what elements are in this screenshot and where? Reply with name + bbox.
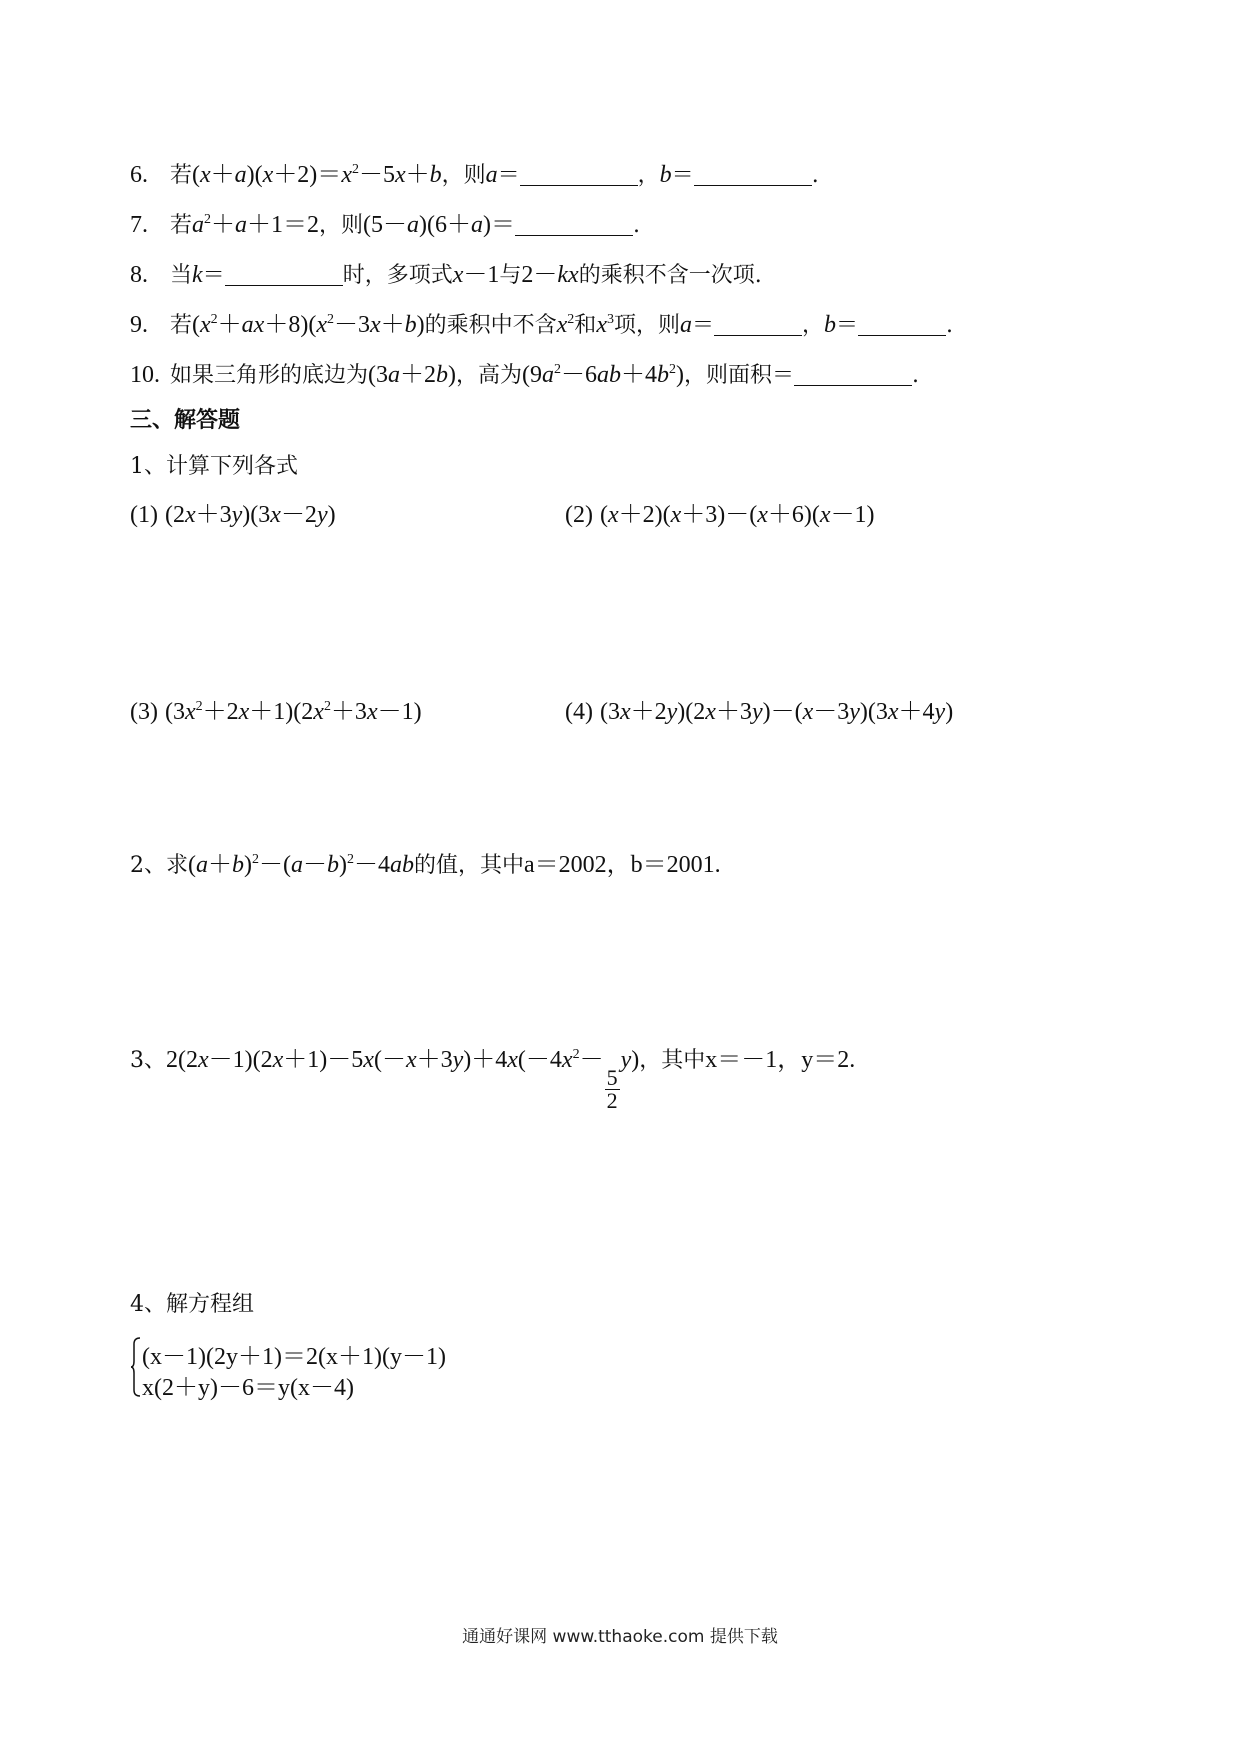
equation-2: x(2＋y)－6＝y(x－4) xyxy=(142,1375,354,1401)
question-6: 6. 若$(x+a)(x+2)=x^2-5x+b$，则a＝ ，b＝ . xyxy=(130,162,819,188)
problem-2: 2、求$(a+b)^2-(a-b)^2-4ab$的值，其中a＝2002，b＝2001. xyxy=(130,852,721,878)
page-footer: 通通好课网 www.tthaoke.com 提供下载 xyxy=(462,1627,778,1647)
question-9: 9. 若$(x^2+ax+8)(x^2-3x+b)$的乘积中不含$x^2$和$x^3$项，则a＝ ，b＝ . xyxy=(130,312,954,338)
section-heading: 三、解答题 xyxy=(130,407,241,433)
problem-1-title: 1、计算下列各式 xyxy=(130,454,298,479)
problem-1-item-4: (4) (3x＋2y)(2x＋3y)－(x－3y)(3x＋4y) xyxy=(565,699,954,725)
problem-1-item-1: (1) (2x＋3y)(3x－2y) xyxy=(130,502,336,528)
math-expression: $a^2+a+1=2$ xyxy=(192,212,320,238)
math-expression: $(9a^2-6ab+4b^2)$ xyxy=(522,362,685,388)
question-number: 6. xyxy=(130,162,148,188)
question-7: 7. 若$a^2+a+1=2$，则(5－a)(6＋a)＝ . xyxy=(130,212,641,238)
question-number: 9. xyxy=(130,312,148,338)
math-expression: 2－kx xyxy=(521,262,579,288)
math-expression: (3a＋2b) xyxy=(368,362,457,388)
answer-blank[interactable] xyxy=(515,213,633,236)
math-expression: $(x+a)(x+2)=x^2-5x+b$ xyxy=(192,162,442,188)
problem-1-item-2: (2) (x＋2)(x＋3)－(x＋6)(x－1) xyxy=(565,502,875,528)
question-number: 8. xyxy=(130,262,148,288)
left-brace-icon xyxy=(130,1336,142,1398)
math-expression: x－1 xyxy=(452,262,500,288)
math-expression: (2x＋3y)(3x－2y) xyxy=(164,502,336,528)
answer-blank[interactable] xyxy=(520,163,638,186)
math-expression: (5－a)(6＋a)＝ xyxy=(363,212,516,238)
problem-3: 3、$2(2x-1)(2x+1)-5x(-x+3y)+4x(-4x^2-$ $\frac{5}{2}$ y)，其中x＝－1，y＝2. xyxy=(130,1047,856,1113)
equation-1: (x－1)(2y＋1)＝2(x＋1)(y－1) xyxy=(142,1344,446,1370)
question-number: 10. xyxy=(130,362,160,388)
answer-blank[interactable] xyxy=(714,313,802,336)
math-expression: $(a+b)^2-(a-b)^2-4ab$ xyxy=(188,852,414,878)
problem-1-item-3: (3) $(3x^2+2x+1)(2x^2+3x-1)$ xyxy=(130,699,422,725)
answer-blank[interactable] xyxy=(794,363,912,386)
math-expression: $2(2x-1)(2x+1)-5x(-x+3y)+4x(-4x^2-$ $\frac{5}{2}$ y) xyxy=(166,1047,640,1113)
fraction: $\frac{5}{2}$ xyxy=(606,1065,618,1113)
problem-4-title: 4、解方程组 xyxy=(130,1292,254,1317)
question-number: 7. xyxy=(130,212,148,238)
math-expression: (3x＋2y)(2x＋3y)－(x－3y)(3x＋4y) xyxy=(599,699,954,725)
answer-blank[interactable] xyxy=(694,163,812,186)
answer-blank[interactable] xyxy=(225,263,343,286)
question-8: 8. 当k＝ 时，多项式x－1与2－kx的乘积不含一次项. xyxy=(130,262,762,288)
question-10: 10. 如果三角形的底边为(3a＋2b)，高为$(9a^2-6ab+4b^2)$，则面积＝ . xyxy=(130,362,920,388)
math-expression: $(3x^2+2x+1)(2x^2+3x-1)$ xyxy=(164,699,422,725)
math-expression: $(x^2+ax+8)(x^2-3x+b)$ xyxy=(192,312,425,338)
math-expression: (x＋2)(x＋3)－(x＋6)(x－1) xyxy=(599,502,875,528)
answer-blank[interactable] xyxy=(858,313,946,336)
